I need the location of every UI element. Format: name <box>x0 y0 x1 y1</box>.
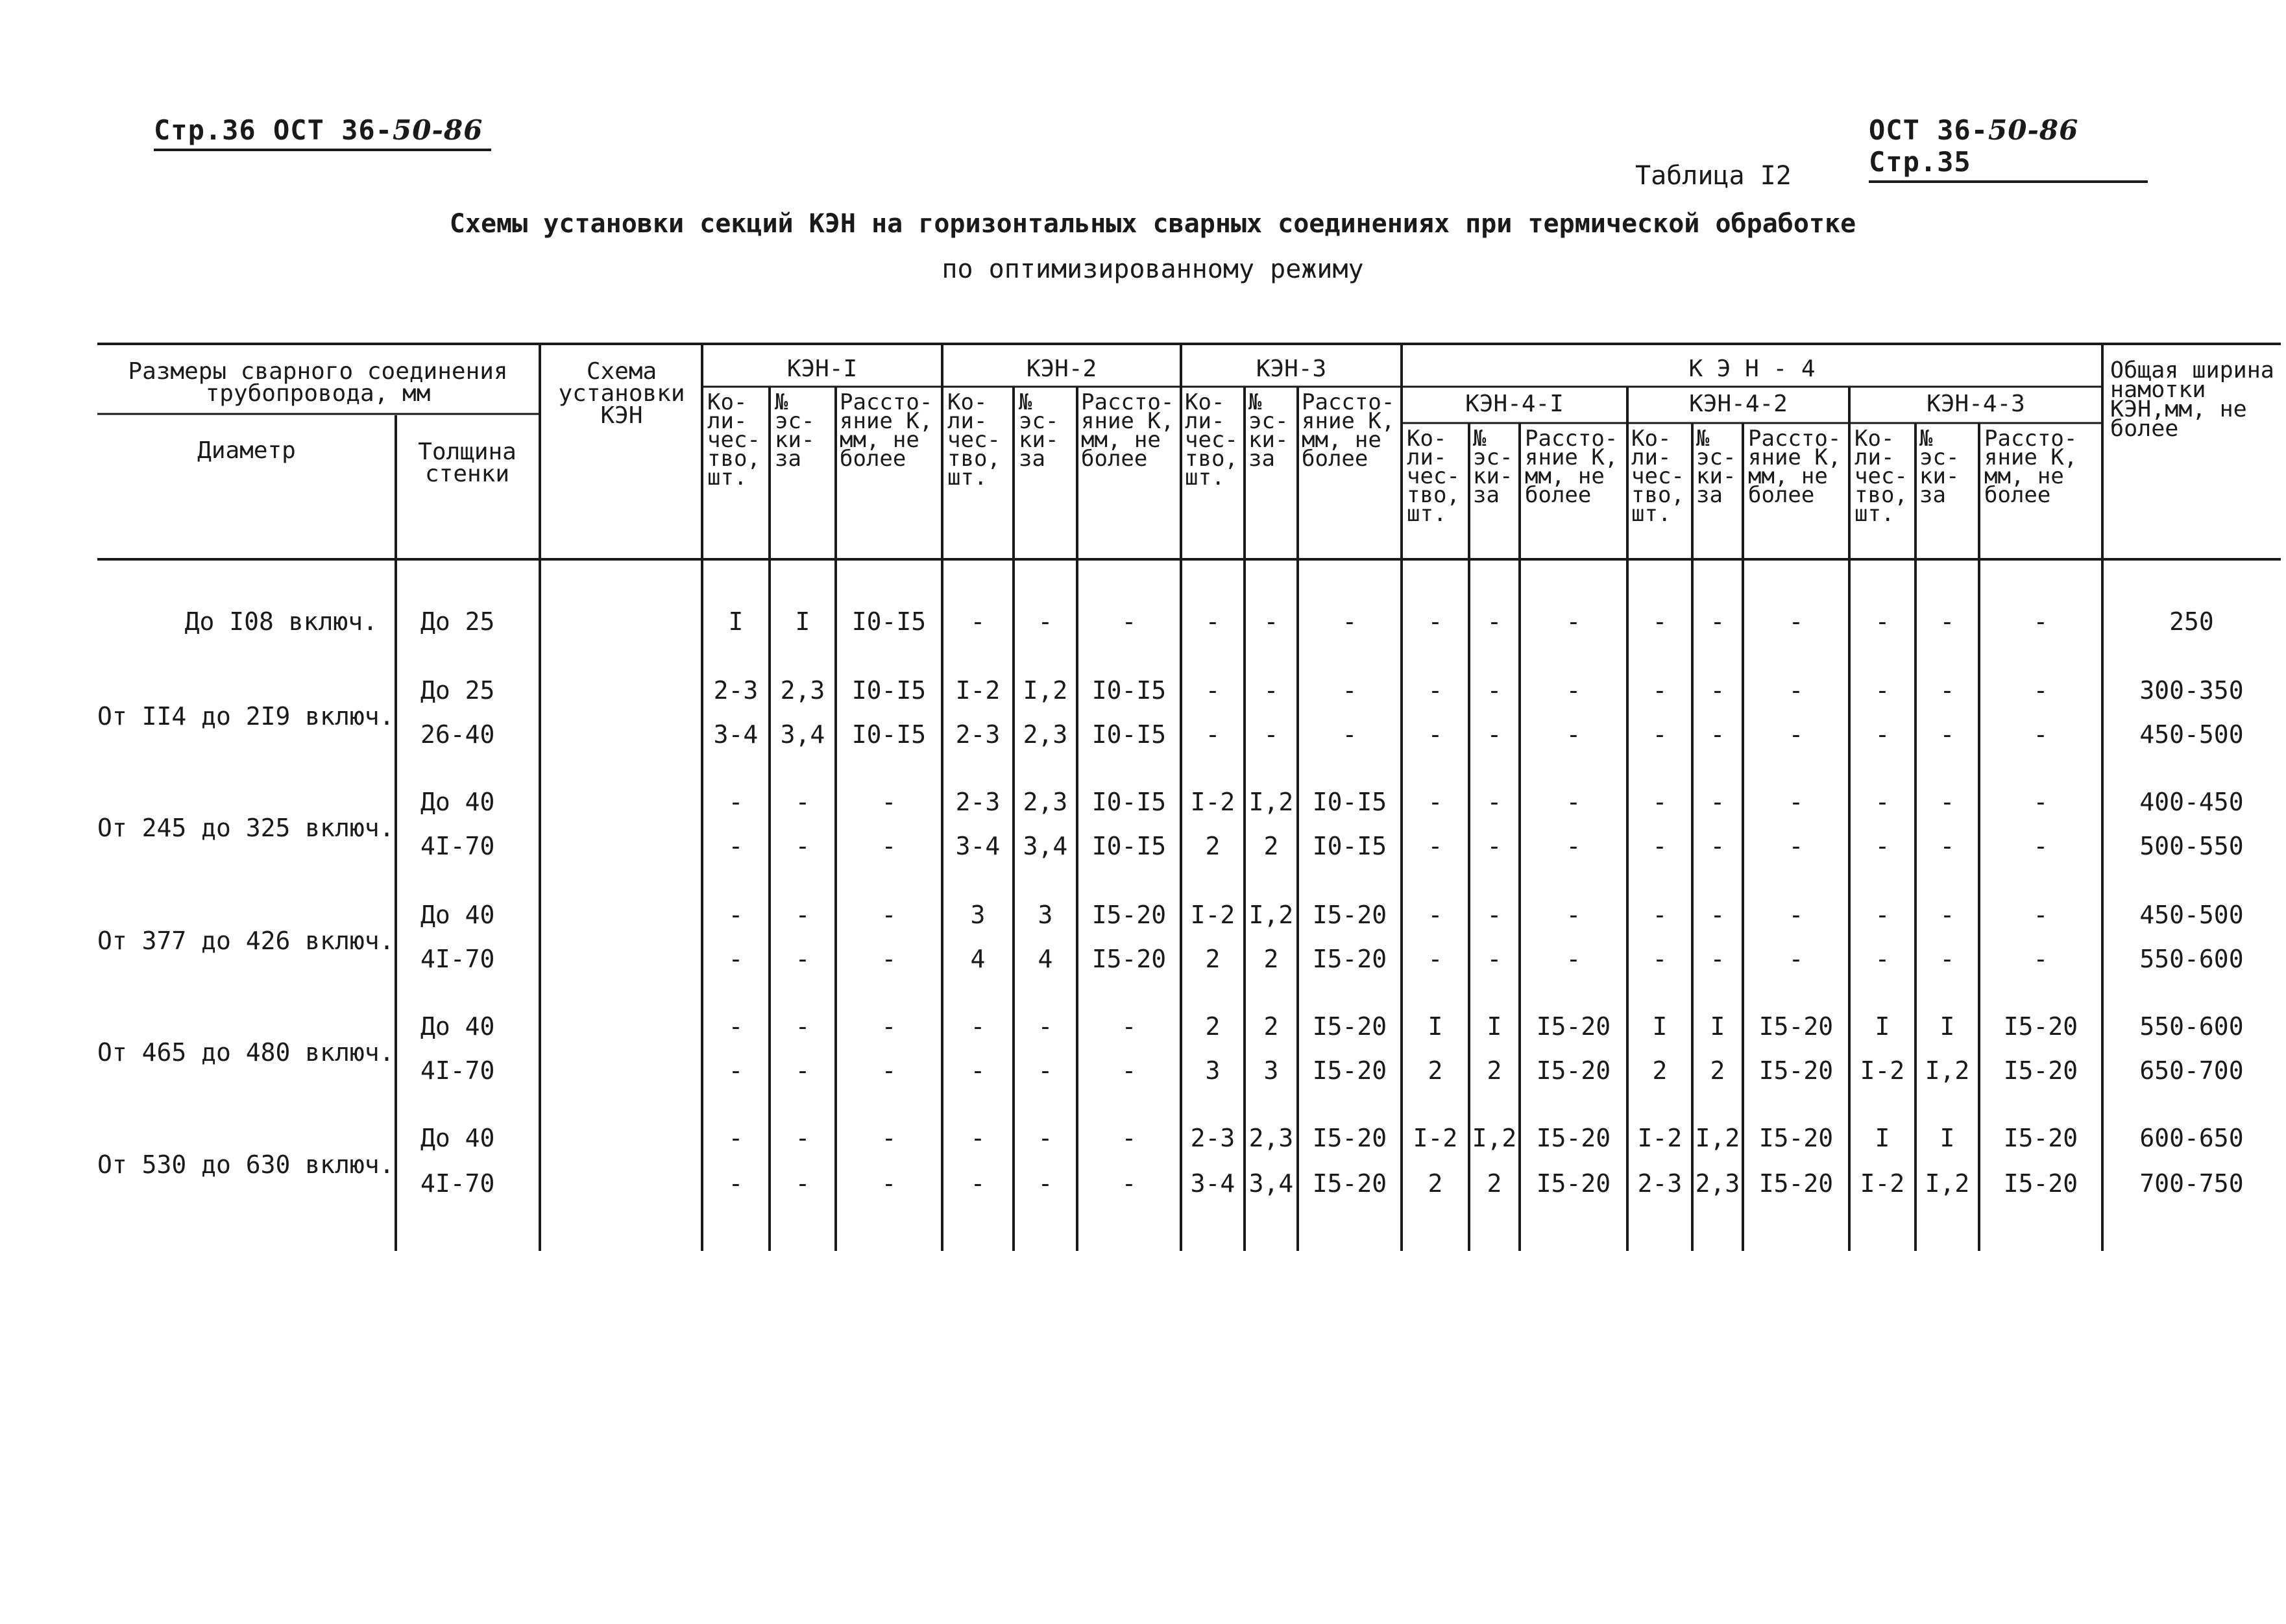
value-cell: 2-3 <box>955 720 1001 749</box>
header-num: № эс- ки- за <box>1696 426 1736 508</box>
value-cell: - <box>970 1169 986 1198</box>
value-cell: - <box>795 945 810 973</box>
value-cell: I5-20 <box>1091 945 1167 973</box>
value-cell: - <box>1487 945 1502 973</box>
header-dist: Рассто- яние К, мм, не более <box>1748 426 1842 508</box>
diameter-cell: До I08 включ. <box>184 607 378 636</box>
total-width-cell: 700-750 <box>2139 1169 2244 1198</box>
value-cell: - <box>795 1124 810 1152</box>
value-cell: I5-20 <box>1312 1169 1387 1198</box>
value-cell: - <box>1428 676 1443 705</box>
value-cell: - <box>728 832 744 860</box>
header-dist: Рассто- яние К, мм, не более <box>1081 389 1174 472</box>
wall-thickness-cell: 4I-70 <box>420 1056 495 1085</box>
value-cell: - <box>1566 788 1581 816</box>
value-cell: - <box>1428 720 1443 749</box>
total-width-cell: 600-650 <box>2139 1124 2244 1152</box>
value-cell: - <box>2033 607 2049 636</box>
total-width-cell: 500-550 <box>2139 832 2244 860</box>
value-cell: I-2 <box>1860 1056 1905 1085</box>
value-cell: I0-I5 <box>851 607 927 636</box>
value-cell: 2 <box>1428 1169 1443 1198</box>
value-cell: - <box>1487 901 1502 929</box>
value-cell: I0-I5 <box>1091 720 1167 749</box>
value-cell: I5-20 <box>1758 1012 1834 1041</box>
value-cell: - <box>1710 676 1725 705</box>
header-num: № эс- ки- за <box>775 389 815 472</box>
wall-thickness-cell: До 40 <box>420 901 495 929</box>
value-cell: - <box>1038 1124 1053 1152</box>
diameter-cell: От 377 до 426 включ. <box>97 927 395 955</box>
value-cell: I5-20 <box>1312 901 1387 929</box>
value-cell: I,2 <box>1925 1169 1970 1198</box>
total-width-cell: 650-700 <box>2139 1056 2244 1085</box>
value-cell: 2-3 <box>955 788 1001 816</box>
value-cell: - <box>1121 1169 1137 1198</box>
value-cell: I <box>1875 1124 1890 1152</box>
value-cell: - <box>1788 788 1804 816</box>
value-cell: 2-3 <box>1190 1124 1235 1152</box>
wall-thickness-cell: До 40 <box>420 1124 495 1152</box>
wall-thickness-cell: 4I-70 <box>420 945 495 973</box>
value-cell: - <box>1652 832 1668 860</box>
value-cell: 3 <box>1263 1056 1279 1085</box>
value-cell: I0-I5 <box>1091 832 1167 860</box>
value-cell: - <box>728 1124 744 1152</box>
diameter-cell: От II4 до 2I9 включ. <box>97 702 395 731</box>
running-head-right-post: Стр.35 <box>1869 146 1971 178</box>
value-cell: - <box>1038 1056 1053 1085</box>
value-cell: - <box>2033 945 2049 973</box>
value-cell: - <box>2033 720 2049 749</box>
value-cell: I,2 <box>1695 1124 1740 1152</box>
value-cell: 3 <box>1038 901 1053 929</box>
header-qty: Ко- ли- чес- тво, шт. <box>707 389 760 491</box>
value-cell: - <box>1652 945 1668 973</box>
value-cell: - <box>1939 607 1955 636</box>
value-cell: - <box>1428 945 1443 973</box>
header-scheme: Схема установки КЭН <box>558 358 685 429</box>
value-cell: 4 <box>970 945 986 973</box>
value-cell: - <box>1939 676 1955 705</box>
value-cell: - <box>881 832 897 860</box>
value-cell: - <box>1487 676 1502 705</box>
value-cell: 2-3 <box>1637 1169 1683 1198</box>
page-title: Схемы установки секций КЭН на горизонтальных сварных соединениях при термической обработке <box>449 209 1856 239</box>
wall-thickness-cell: До 40 <box>420 788 495 816</box>
value-cell: 3-4 <box>1190 1169 1235 1198</box>
header-ken3: КЭН-3 <box>1256 356 1327 382</box>
value-cell: - <box>1121 607 1137 636</box>
value-cell: I5-20 <box>1536 1124 1611 1152</box>
value-cell: I <box>795 607 810 636</box>
value-cell: - <box>970 1012 986 1041</box>
value-cell: - <box>881 1056 897 1085</box>
header-qty: Ко- ли- чес- тво, шт. <box>947 389 1001 491</box>
value-cell: - <box>795 788 810 816</box>
wall-thickness-cell: 4I-70 <box>420 832 495 860</box>
value-cell: - <box>1788 676 1804 705</box>
header-num: № эс- ки- за <box>1019 389 1059 472</box>
wall-thickness-cell: 26-40 <box>420 720 495 749</box>
value-cell: I-2 <box>1860 1169 1905 1198</box>
value-cell: I0-I5 <box>1312 788 1387 816</box>
value-cell: - <box>1710 832 1725 860</box>
value-cell: - <box>970 607 986 636</box>
total-width-cell: 300-350 <box>2139 676 2244 705</box>
value-cell: - <box>1263 607 1279 636</box>
value-cell: 2-3 <box>713 676 759 705</box>
value-cell: - <box>1566 901 1581 929</box>
value-cell: - <box>881 1169 897 1198</box>
value-cell: I5-20 <box>2003 1056 2078 1085</box>
value-cell: - <box>1487 788 1502 816</box>
value-cell: 2,3 <box>1248 1124 1294 1152</box>
value-cell: I,2 <box>1248 788 1294 816</box>
value-cell: - <box>1428 901 1443 929</box>
value-cell: I5-20 <box>2003 1012 2078 1041</box>
value-cell: - <box>1939 720 1955 749</box>
value-cell: 3 <box>970 901 986 929</box>
header-qty: Ко- ли- чес- тво, шт. <box>1407 426 1460 527</box>
value-cell: I <box>1487 1012 1502 1041</box>
total-width-cell: 450-500 <box>2139 720 2244 749</box>
value-cell: I,2 <box>1472 1124 1517 1152</box>
value-cell: 2,3 <box>780 676 825 705</box>
value-cell: - <box>1875 945 1890 973</box>
value-cell: - <box>728 1012 744 1041</box>
total-width-cell: 250 <box>2169 607 2214 636</box>
value-cell: - <box>1652 720 1668 749</box>
table-number: Таблица I2 <box>1635 161 1792 191</box>
value-cell: - <box>1342 607 1357 636</box>
value-cell: 2 <box>1652 1056 1668 1085</box>
value-cell: I5-20 <box>2003 1124 2078 1152</box>
value-cell: 2 <box>1263 832 1279 860</box>
wall-thickness-cell: До 25 <box>420 607 495 636</box>
value-cell: I-2 <box>955 676 1001 705</box>
value-cell: - <box>1121 1012 1137 1041</box>
value-cell: 2,3 <box>1023 720 1068 749</box>
diameter-cell: От 530 до 630 включ. <box>97 1150 395 1179</box>
value-cell: - <box>970 1056 986 1085</box>
value-cell: - <box>1566 676 1581 705</box>
value-cell: I5-20 <box>1536 1056 1611 1085</box>
value-cell: - <box>795 832 810 860</box>
value-cell: I <box>1652 1012 1668 1041</box>
value-cell: - <box>1487 607 1502 636</box>
header-wall: Толщина стенки <box>418 439 517 487</box>
value-cell: - <box>1566 607 1581 636</box>
running-head-left-handwritten: 50-86 <box>393 114 483 146</box>
value-cell: - <box>1875 788 1890 816</box>
value-cell: 3-4 <box>955 832 1001 860</box>
value-cell: - <box>1038 1169 1053 1198</box>
value-cell: - <box>1121 1124 1137 1152</box>
value-cell: I0-I5 <box>1091 788 1167 816</box>
value-cell: - <box>881 1124 897 1152</box>
value-cell: - <box>1788 832 1804 860</box>
value-cell: I5-20 <box>1536 1169 1611 1198</box>
value-cell: - <box>1038 607 1053 636</box>
value-cell: 3,4 <box>1248 1169 1294 1198</box>
header-ken4-2: КЭН-4-2 <box>1689 391 1788 417</box>
value-cell: I5-20 <box>1091 901 1167 929</box>
header-dist: Рассто- яние К, мм, не более <box>1984 426 2078 508</box>
header-ken4-3: КЭН-4-3 <box>1927 391 2025 417</box>
value-cell: - <box>1566 720 1581 749</box>
value-cell: - <box>1566 945 1581 973</box>
value-cell: 2 <box>1205 832 1221 860</box>
header-num: № эс- ки- за <box>1473 426 1513 508</box>
value-cell: - <box>1939 901 1955 929</box>
value-cell: - <box>1710 788 1725 816</box>
header-qty: Ко- ли- чес- тво, шт. <box>1185 389 1238 491</box>
value-cell: - <box>1342 720 1357 749</box>
value-cell: - <box>1875 832 1890 860</box>
value-cell: - <box>881 1012 897 1041</box>
value-cell: - <box>970 1124 986 1152</box>
total-width-cell: 550-600 <box>2139 945 2244 973</box>
value-cell: I-2 <box>1637 1124 1683 1152</box>
value-cell: - <box>728 1056 744 1085</box>
header-size-group: Размеры сварного соединения трубопровода, мм <box>128 358 508 407</box>
value-cell: - <box>1652 788 1668 816</box>
value-cell: - <box>1710 607 1725 636</box>
value-cell: - <box>1342 676 1357 705</box>
value-cell: - <box>1939 832 1955 860</box>
value-cell: - <box>1710 945 1725 973</box>
header-ken4-1: КЭН-4-I <box>1465 391 1564 417</box>
value-cell: 3 <box>1205 1056 1221 1085</box>
value-cell: - <box>795 1012 810 1041</box>
value-cell: - <box>1875 607 1890 636</box>
value-cell: I <box>1939 1124 1955 1152</box>
wall-thickness-cell: До 40 <box>420 1012 495 1041</box>
running-head-right-pre: ОСТ 36- <box>1869 114 1989 146</box>
value-cell: - <box>1428 832 1443 860</box>
value-cell: - <box>1263 676 1279 705</box>
value-cell: - <box>1788 945 1804 973</box>
value-cell: 2 <box>1263 945 1279 973</box>
value-cell: I-2 <box>1190 901 1235 929</box>
value-cell: I5-20 <box>1312 1056 1387 1085</box>
value-cell: - <box>2033 832 2049 860</box>
value-cell: - <box>1487 832 1502 860</box>
wall-thickness-cell: 4I-70 <box>420 1169 495 1198</box>
running-head-right-handwritten: 50-86 <box>1988 114 2079 146</box>
value-cell: I5-20 <box>1758 1056 1834 1085</box>
value-cell: I,2 <box>1248 901 1294 929</box>
value-cell: - <box>881 901 897 929</box>
value-cell: - <box>1710 901 1725 929</box>
running-head-left-text: Стр.36 ОСТ 36- <box>154 114 393 146</box>
header-ken4: К Э Н - 4 <box>1688 356 1816 382</box>
header-qty: Ко- ли- чес- тво, шт. <box>1631 426 1684 527</box>
header-diameter: Диаметр <box>197 437 296 464</box>
value-cell: - <box>728 788 744 816</box>
value-cell: I,2 <box>1925 1056 1970 1085</box>
value-cell: 2 <box>1487 1169 1502 1198</box>
value-cell: - <box>1205 676 1221 705</box>
value-cell: - <box>1487 720 1502 749</box>
page-subtitle: по оптимизированному режиму <box>942 254 1364 284</box>
value-cell: 2 <box>1428 1056 1443 1085</box>
value-cell: I <box>728 607 744 636</box>
header-dist: Рассто- яние К, мм, не более <box>1302 389 1395 472</box>
value-cell: I0-I5 <box>851 676 927 705</box>
value-cell: 3-4 <box>713 720 759 749</box>
value-cell: - <box>1788 607 1804 636</box>
value-cell: 4 <box>1038 945 1053 973</box>
value-cell: - <box>1428 788 1443 816</box>
value-cell: - <box>2033 901 2049 929</box>
value-cell: I <box>1428 1012 1443 1041</box>
value-cell: I5-20 <box>1312 945 1387 973</box>
value-cell: - <box>795 1056 810 1085</box>
value-cell: - <box>1788 901 1804 929</box>
header-qty: Ко- ли- чес- тво, шт. <box>1854 426 1908 527</box>
header-dist: Рассто- яние К, мм, не более <box>1525 426 1618 508</box>
total-width-cell: 550-600 <box>2139 1012 2244 1041</box>
value-cell: I,2 <box>1023 676 1068 705</box>
value-cell: I5-20 <box>1758 1124 1834 1152</box>
value-cell: I5-20 <box>1312 1124 1387 1152</box>
value-cell: 2 <box>1205 1012 1221 1041</box>
total-width-cell: 450-500 <box>2139 901 2244 929</box>
value-cell: - <box>1788 720 1804 749</box>
value-cell: - <box>1038 1012 1053 1041</box>
header-total-width: Общая ширина намотки КЭН,мм, не более <box>2110 358 2274 442</box>
value-cell: I0-I5 <box>851 720 927 749</box>
value-cell: I <box>1939 1012 1955 1041</box>
value-cell: - <box>2033 676 2049 705</box>
value-cell: - <box>1205 720 1221 749</box>
diameter-cell: От 245 до 325 включ. <box>97 814 395 842</box>
value-cell: - <box>1428 607 1443 636</box>
value-cell: - <box>1652 607 1668 636</box>
value-cell: - <box>881 945 897 973</box>
header-dist: Рассто- яние К, мм, не более <box>840 389 933 472</box>
value-cell: - <box>881 788 897 816</box>
value-cell: 2 <box>1487 1056 1502 1085</box>
value-cell: 2 <box>1710 1056 1725 1085</box>
value-cell: I <box>1875 1012 1890 1041</box>
value-cell: - <box>1710 720 1725 749</box>
value-cell: 2,3 <box>1695 1169 1740 1198</box>
value-cell: I5-20 <box>2003 1169 2078 1198</box>
value-cell: - <box>2033 788 2049 816</box>
value-cell: I5-20 <box>1536 1012 1611 1041</box>
value-cell: - <box>728 901 744 929</box>
value-cell: 3,4 <box>780 720 825 749</box>
value-cell: - <box>728 1169 744 1198</box>
value-cell: 3,4 <box>1023 832 1068 860</box>
value-cell: I-2 <box>1190 788 1235 816</box>
value-cell: - <box>795 901 810 929</box>
value-cell: - <box>1939 945 1955 973</box>
value-cell: I0-I5 <box>1312 832 1387 860</box>
value-cell: - <box>1652 901 1668 929</box>
value-cell: I-2 <box>1413 1124 1458 1152</box>
value-cell: - <box>1263 720 1279 749</box>
value-cell: - <box>1205 607 1221 636</box>
value-cell: - <box>1875 676 1890 705</box>
value-cell: - <box>1566 832 1581 860</box>
value-cell: - <box>1939 788 1955 816</box>
value-cell: 2 <box>1263 1012 1279 1041</box>
value-cell: 2 <box>1205 945 1221 973</box>
value-cell: I <box>1710 1012 1725 1041</box>
header-num: № эс- ки- за <box>1248 389 1289 472</box>
wall-thickness-cell: До 25 <box>420 676 495 705</box>
header-ken1: КЭН-I <box>786 356 858 382</box>
diameter-cell: От 465 до 480 включ. <box>97 1038 395 1067</box>
header-num: № эс- ки- за <box>1919 426 1960 508</box>
value-cell: - <box>1652 676 1668 705</box>
value-cell: I5-20 <box>1758 1169 1834 1198</box>
value-cell: - <box>1121 1056 1137 1085</box>
value-cell: - <box>795 1169 810 1198</box>
value-cell: 2,3 <box>1023 788 1068 816</box>
value-cell: - <box>1875 720 1890 749</box>
total-width-cell: 400-450 <box>2139 788 2244 816</box>
value-cell: - <box>1875 901 1890 929</box>
value-cell: I0-I5 <box>1091 676 1167 705</box>
value-cell: I5-20 <box>1312 1012 1387 1041</box>
header-ken2: КЭН-2 <box>1026 356 1097 382</box>
value-cell: - <box>728 945 744 973</box>
